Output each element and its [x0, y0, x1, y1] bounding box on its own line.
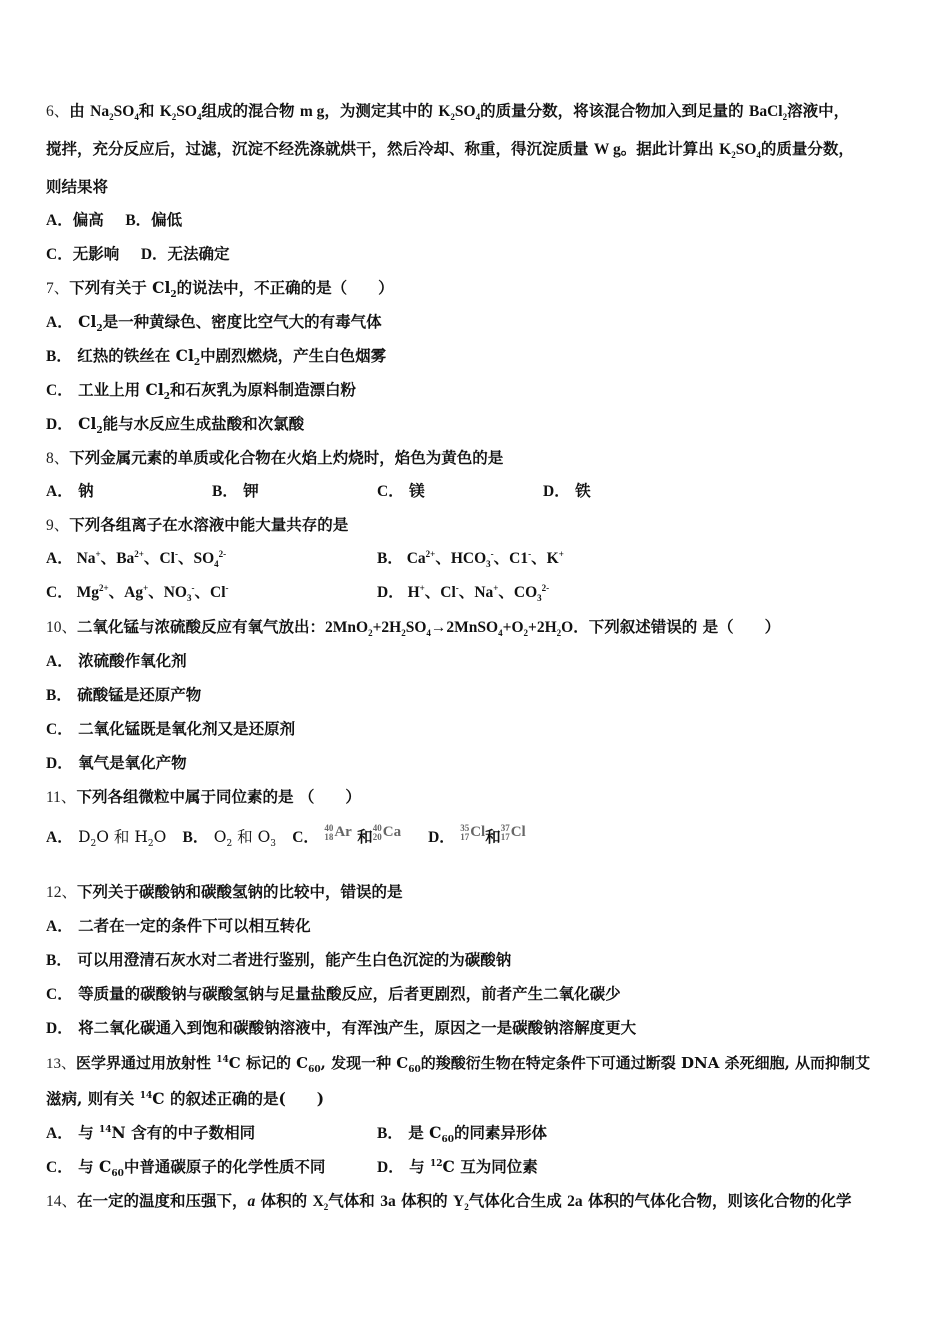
question-number: 7、	[46, 280, 70, 297]
q14-stem: 14、在一定的温度和压强下，a 体积的 $X_2$气体和 3a 体积的 $Y_2$气体化合生成 2a 体积的气体化合物，则该化合物的化学	[46, 1191, 852, 1213]
isotope-ar-40: 40 18 Ar	[324, 822, 352, 842]
mass-w: W g	[593, 141, 621, 158]
q6-options-cd	[46, 244, 230, 264]
question-number: 11、	[46, 789, 77, 806]
q11-stem: 11、下列各组微粒中属于同位素的是 （ ）	[46, 787, 361, 806]
question-number: 13、	[46, 1056, 77, 1072]
arrow-icon: →	[430, 619, 447, 636]
q8-options	[46, 481, 906, 501]
option-b[interactable]: B． $O_2$ 和 $O_3$	[182, 828, 277, 850]
option-b[interactable]: B．偏低	[125, 210, 183, 229]
text: 的质量分数，	[760, 139, 854, 158]
option-a[interactable]: A． Na+、$Ba^{2+}$、Cl-、$SO_4^{2-}$	[46, 548, 227, 570]
option-d[interactable]: D． 35 17 Cl和 37 17 Cl	[428, 822, 526, 846]
formula-k2so4: $K_2SO_4$	[438, 103, 481, 123]
q6-line-3: 则结果将	[46, 177, 109, 196]
q7-option-c[interactable]: C． 工业上用 $Cl_2$和石灰乳为原料制造漂白粉	[46, 380, 357, 403]
q6-line-1	[46, 101, 849, 121]
q9-options-ab	[46, 549, 906, 569]
option-a[interactable]: A． 与 $^{14}$N 含有的中子数相同	[46, 1123, 256, 1142]
mass-m: m g	[299, 103, 325, 120]
option-d[interactable]: D． 与 $^{12}$C 互为同位素	[377, 1157, 538, 1176]
option-c[interactable]: C． 与 $C_{60}$中普通碳原子的化学性质不同	[46, 1157, 326, 1180]
q13-stem-line-1: 13、医学界通过用放射性 $^{14}$C 标记的 $C_{60}$, 发现一种 $C_{60}$的羧酸衍生物在特定条件下可通过断裂 DNA 杀死细胞, 从而抑制艾	[46, 1054, 871, 1075]
q12-option-c[interactable]: C． 等质量的碳酸钠与碳酸氢钠与足量盐酸反应，后者更剧烈，前者产生二氧化碳少	[46, 984, 621, 1003]
q7-option-a[interactable]: A． $Cl_2$是一种黄绿色、密度比空气大的有毒气体	[46, 312, 382, 335]
option-a[interactable]: A．偏高	[46, 210, 104, 229]
text: 由	[69, 101, 91, 120]
text: 的质量分数，将该混合物加入到足量的	[480, 101, 749, 120]
q7-option-d[interactable]: D． $Cl_2$能与水反应生成盐酸和次氯酸	[46, 414, 305, 437]
q8-stem: 8、下列金属元素的单质或化合物在火焰上灼烧时，焰色为黄色的是	[46, 448, 504, 467]
option-b[interactable]: B． 是 $C_{60}$的同素异形体	[377, 1123, 548, 1146]
q13-stem-line-2: 滋病, 则有关 $^{14}$C 的叙述正确的是( )	[46, 1089, 325, 1108]
question-number: 9、	[46, 517, 70, 534]
text: 搅拌，充分反应后，过滤，沉淀不经洗涤就烘干，然后冷却、称重，得沉淀质量	[46, 139, 594, 158]
question-number: 8、	[46, 450, 70, 467]
formula-bacl2: BaCl$_2$	[748, 103, 788, 123]
option-c[interactable]: C． 40 18 Ar 和 40 20 Ca	[292, 822, 402, 846]
option-d[interactable]: D．无法确定	[140, 244, 230, 263]
q10-option-a[interactable]: A． 浓硫酸作氧化剂	[46, 651, 187, 670]
isotope-cl-37: 37 17 Cl	[500, 822, 526, 842]
q10-option-d[interactable]: D． 氧气是氧化产物	[46, 753, 187, 772]
formula-na2so4: $Na_2SO_4$	[90, 103, 139, 123]
text: 和	[138, 101, 160, 120]
isotope-ca-40: 40 20 Ca	[372, 822, 402, 842]
q13-options-cd	[46, 1157, 906, 1180]
option-c[interactable]: C．无影响	[46, 244, 120, 263]
q11-options	[46, 822, 526, 850]
isotope-cl-35: 35 17 Cl	[460, 822, 486, 842]
option-c[interactable]: C． $Mg^{2+}$、Ag+、$NO_3^-$、Cl-	[46, 582, 229, 604]
q10-option-c[interactable]: C． 二氧化锰既是氧化剂又是还原剂	[46, 719, 296, 738]
q12-option-a[interactable]: A． 二者在一定的条件下可以相互转化	[46, 916, 311, 935]
option-c[interactable]: C． 镁	[377, 481, 425, 500]
formula-k2so4: $K_2SO_4$	[159, 103, 202, 123]
text: 溶液中，	[787, 101, 850, 120]
option-a[interactable]: A． $D_2O$ 和 $H_2O$	[46, 828, 167, 850]
text: 组成的混合物	[201, 101, 300, 120]
q6-options-ab	[46, 210, 182, 230]
q9-stem: 9、下列各组离子在水溶液中能大量共存的是	[46, 515, 349, 534]
question-number: 10、	[46, 619, 78, 636]
question-number: 6、	[46, 103, 70, 120]
chemical-equation: $2MnO_2+2H_2SO_4\to 2MnSO_4+O_2+2H_2O$	[325, 619, 574, 639]
q6-line-2	[46, 139, 854, 159]
option-d[interactable]: D． 铁	[543, 481, 591, 500]
question-number: 12、	[46, 884, 78, 901]
option-d[interactable]: D． H+、Cl-、Na+、$CO_3^{2-}$	[377, 582, 550, 604]
q12-option-d[interactable]: D． 将二氧化碳通入到饱和碳酸钠溶液中，有浑浊产生，原因之一是碳酸钠溶解度更大	[46, 1018, 637, 1037]
question-number: 14、	[46, 1193, 78, 1210]
text: ，为测定其中的	[324, 101, 439, 120]
option-b[interactable]: B． 钾	[212, 481, 259, 500]
formula-x2: $X_2$	[312, 1193, 329, 1213]
option-a[interactable]: A． 钠	[46, 481, 94, 500]
q7-option-b[interactable]: B． 红热的铁丝在 $Cl_2$中剧烈燃烧，产生白色烟雾	[46, 346, 387, 369]
q7-stem: 7、下列有关于 $Cl_2$的说法中，不正确的是（ ）	[46, 278, 394, 301]
q10-option-b[interactable]: B． 硫酸锰是还原产物	[46, 685, 202, 704]
option-b[interactable]: B． $Ca^{2+}$、$HCO_3^-$、C1-、K+	[377, 548, 564, 570]
q9-options-cd	[46, 583, 906, 603]
formula-k2so4: $K_2SO_4$	[719, 141, 761, 161]
q13-options-ab	[46, 1123, 906, 1146]
q12-stem: 12、下列关于碳酸钠和碳酸氢钠的比较中，错误的是	[46, 882, 403, 901]
text: 。据此计算出	[620, 139, 720, 158]
q10-stem: 10、二氧化锰与浓硫酸反应有氧气放出：$2MnO_2+2H_2SO_4\to 2MnSO_4+O_2+2H_2O$．下列叙述错误的 是（ ）	[46, 617, 781, 639]
q12-option-b[interactable]: B． 可以用澄清石灰水对二者进行鉴别，能产生白色沉淀的为碳酸钠	[46, 950, 512, 969]
formula-y2: $Y_2$	[452, 1193, 469, 1213]
